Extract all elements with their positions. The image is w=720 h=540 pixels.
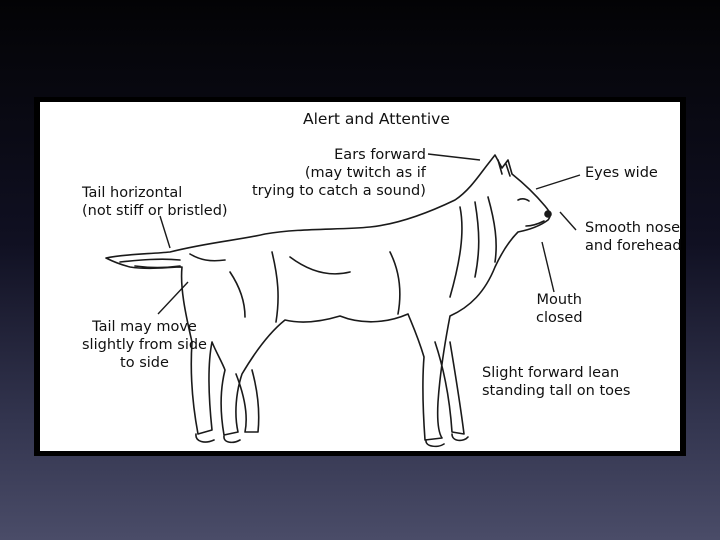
pointer-mouth <box>542 242 554 292</box>
label-mouth-line-2: closed <box>536 310 583 326</box>
label-lean <box>482 364 631 400</box>
label-tail-move-line-2: slightly from side <box>82 337 207 353</box>
label-tail-horizontal <box>82 184 228 220</box>
label-tail-horizontal-line-2: (not stiff or bristled) <box>82 203 228 219</box>
dog-tail-detail <box>120 254 225 268</box>
label-nose <box>585 219 682 255</box>
dog-nose <box>545 211 551 217</box>
label-ears-line-3: trying to catch a sound) <box>252 183 426 199</box>
pointer-eyes <box>536 175 580 189</box>
label-tail-move-line-1: Tail may move <box>92 319 197 335</box>
label-tail-move-line-3: to side <box>120 355 169 371</box>
label-eyes <box>585 164 658 182</box>
label-lean-line-2: standing tall on toes <box>482 383 631 399</box>
label-lean-line-1: Slight forward lean <box>482 365 620 381</box>
pointer-nose <box>560 212 576 230</box>
label-ears <box>252 146 426 200</box>
label-nose-line-2: and forehead <box>585 238 682 254</box>
label-tail-horizontal-line-1: Tail horizontal <box>82 185 183 201</box>
dog-chest-detail <box>230 252 400 322</box>
dog-eye <box>518 199 529 201</box>
dog-neck-fur <box>450 197 496 297</box>
label-ears-line-1: Ears forward <box>334 147 426 163</box>
diagram-title: Alert and Attentive <box>303 110 450 128</box>
diagram-panel <box>40 102 680 451</box>
pointer-tail-horizontal <box>160 216 170 248</box>
label-nose-line-1: Smooth nose <box>585 220 681 236</box>
label-ears-line-2: (may twitch as if <box>304 165 426 181</box>
dog-far-legs <box>236 342 464 434</box>
label-mouth-line-1: Mouth <box>536 292 582 308</box>
label-mouth <box>536 291 583 327</box>
label-tail-move <box>82 318 207 372</box>
pointer-ears <box>428 154 480 160</box>
label-eyes-line-1: Eyes wide <box>585 165 658 181</box>
